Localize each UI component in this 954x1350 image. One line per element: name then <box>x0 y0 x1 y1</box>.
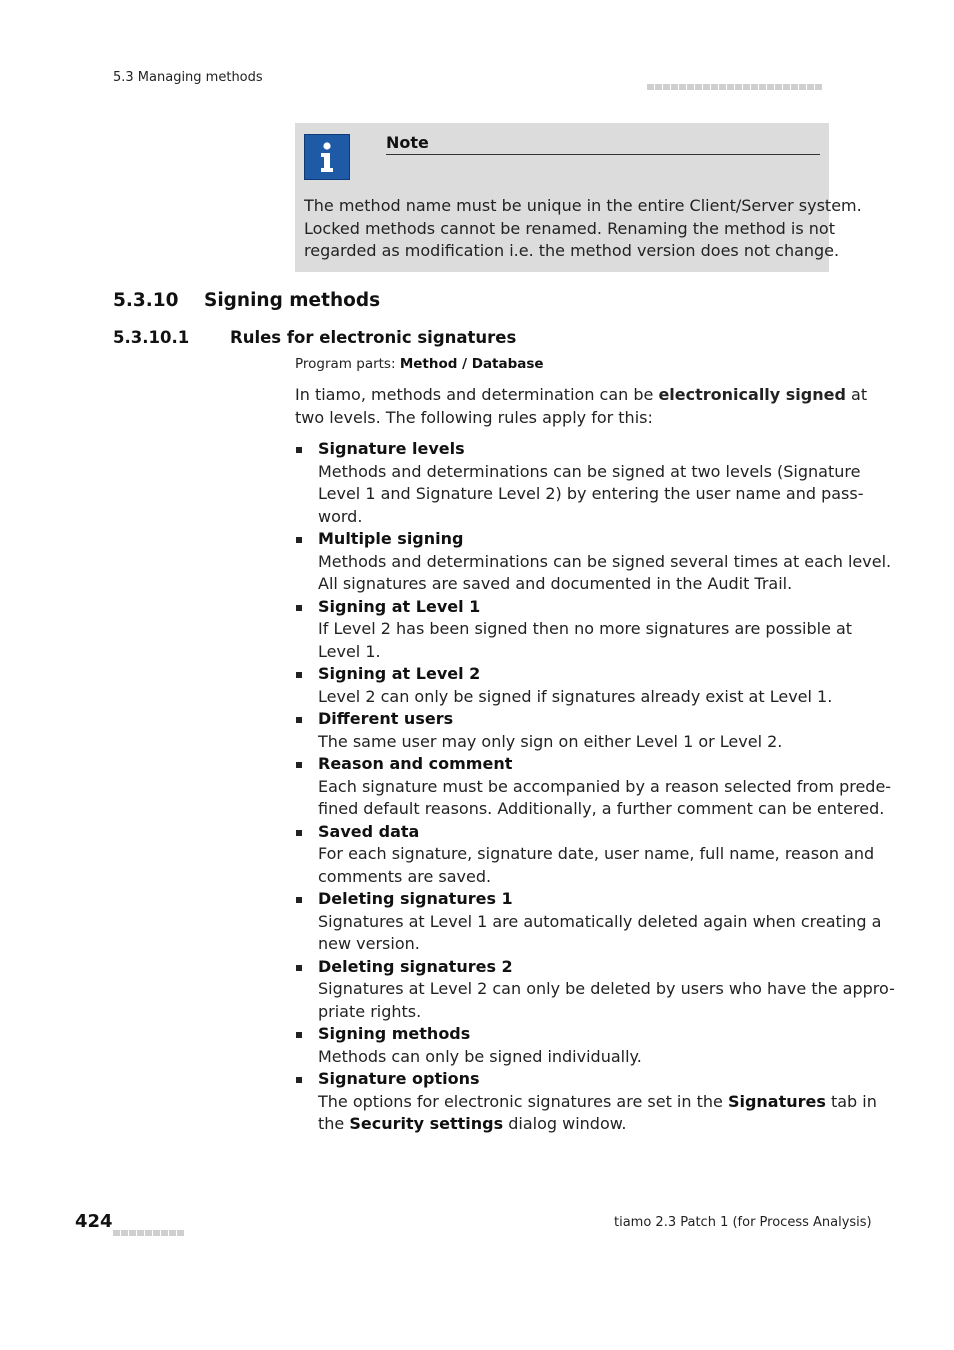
rule-description: All signatures are saved and documented in the Audit Trail. <box>318 574 793 593</box>
list-item <box>295 888 882 956</box>
list-item <box>295 1023 835 1068</box>
rule-description: If Level 2 has been signed then no more signatures are possible at <box>318 619 853 638</box>
intro-text: two levels. The following rules apply for this: <box>295 408 653 427</box>
header-decoration <box>647 75 823 81</box>
rule-description: Each signature must be accompanied by a reason selected from prede- <box>318 776 892 796</box>
intro-text: at <box>845 385 868 404</box>
rule-emphasis: Security settings <box>349 1114 504 1133</box>
subsection-title: Rules for electronic signatures <box>230 328 517 347</box>
rule-title: Signing at Level 1 <box>318 596 481 616</box>
note-line: Locked methods cannot be renamed. Renaming the method is not <box>304 218 835 238</box>
list-item <box>295 956 895 1024</box>
rule-title: Deleting signatures 1 <box>318 889 513 908</box>
footer-product: tiamo 2.3 Patch 1 (for Process Analysis) <box>614 1215 872 1230</box>
note-line: The method name must be unique in the entire Client/Server system. <box>304 196 862 215</box>
rule-text: dialog window. <box>503 1114 627 1133</box>
list-item <box>295 821 875 889</box>
rule-title: Multiple signing <box>318 529 464 548</box>
rule-description: comments are saved. <box>318 866 492 886</box>
rule-text: tab in <box>825 1091 877 1111</box>
list-item <box>295 596 853 664</box>
section-number: 5.3.10 <box>113 290 179 311</box>
rule-description: The same user may only sign on either Level 1 or Level 2. <box>318 731 783 751</box>
program-parts <box>295 356 544 372</box>
intro-paragraph <box>295 383 868 429</box>
rule-description: Signatures at Level 2 can only be deleted by users who have the appro- <box>318 979 895 998</box>
rule-description: new version. <box>318 934 420 953</box>
rule-title: Signing methods <box>318 1024 471 1043</box>
intro-text: In tiamo, methods and determination can be <box>295 385 659 404</box>
bullet-icon <box>296 1032 302 1038</box>
bullet-icon <box>296 830 302 836</box>
rule-title: Signature options <box>318 1069 480 1088</box>
rule-description: Signatures at Level 1 are automatically deleted again when creating a <box>318 911 882 931</box>
rule-description: Level 2 can only be signed if signatures already exist at Level 1. <box>318 686 833 706</box>
bullet-icon <box>296 447 302 453</box>
list-item <box>295 708 835 753</box>
note-box <box>295 123 862 272</box>
rule-title: Reason and comment <box>318 754 513 773</box>
list-item <box>295 528 892 596</box>
section-title: Signing methods <box>204 290 381 311</box>
rules-list <box>295 438 895 1136</box>
info-icon <box>304 134 350 180</box>
bullet-icon <box>296 605 302 611</box>
bullet-icon <box>296 897 302 903</box>
rule-description: fined default reasons. Additionally, a further comment can be entered. <box>318 799 885 818</box>
bullet-icon <box>296 537 302 543</box>
bullet-icon <box>296 717 302 723</box>
running-header-section: 5.3 Managing methods <box>113 70 263 85</box>
rule-description <box>318 1091 877 1114</box>
intro-emphasis: electronically signed <box>658 385 846 404</box>
rule-title: Signature levels <box>318 439 465 458</box>
subsection-number: 5.3.10.1 <box>113 328 190 347</box>
bullet-icon <box>296 672 302 678</box>
list-item <box>295 438 864 528</box>
bullet-icon <box>296 1077 302 1083</box>
rule-title: Saved data <box>318 821 420 841</box>
note-line: regarded as modification i.e. the method version does not change. <box>304 241 840 260</box>
program-parts-label: Program parts: <box>295 356 400 372</box>
rule-description: Methods can only be signed individually. <box>318 1046 642 1066</box>
list-item <box>295 1068 877 1136</box>
footer-decoration <box>113 1221 185 1227</box>
rule-title: Signing at Level 2 <box>318 664 481 683</box>
bullet-icon <box>296 762 302 768</box>
rule-description: For each signature, signature date, user name, full name, reason and <box>318 844 875 863</box>
note-text <box>304 195 862 263</box>
rule-text: the <box>318 1114 350 1133</box>
program-parts-value: Method / Database <box>399 356 544 372</box>
list-item <box>295 663 835 708</box>
rule-title: Deleting signatures 2 <box>318 956 513 976</box>
list-item <box>295 753 892 821</box>
bullet-icon <box>296 965 302 971</box>
rule-description: priate rights. <box>318 1001 422 1021</box>
rule-description: Level 1 and Signature Level 2) by entering the user name and pass- <box>318 484 864 503</box>
rule-description: Methods and determinations can be signed at two levels (Signature <box>318 461 861 481</box>
page-number: 424 <box>75 1211 113 1232</box>
rule-description: word. <box>318 506 363 526</box>
rule-emphasis: Signatures <box>727 1091 826 1111</box>
rule-title: Different users <box>318 709 454 728</box>
rule-text: The options for electronic signatures are set in the <box>318 1091 728 1111</box>
rule-description: Methods and determinations can be signed several times at each level. <box>318 551 892 571</box>
rule-description <box>318 1113 835 1136</box>
note-title: Note <box>386 133 820 155</box>
rule-description: Level 1. <box>318 641 381 661</box>
